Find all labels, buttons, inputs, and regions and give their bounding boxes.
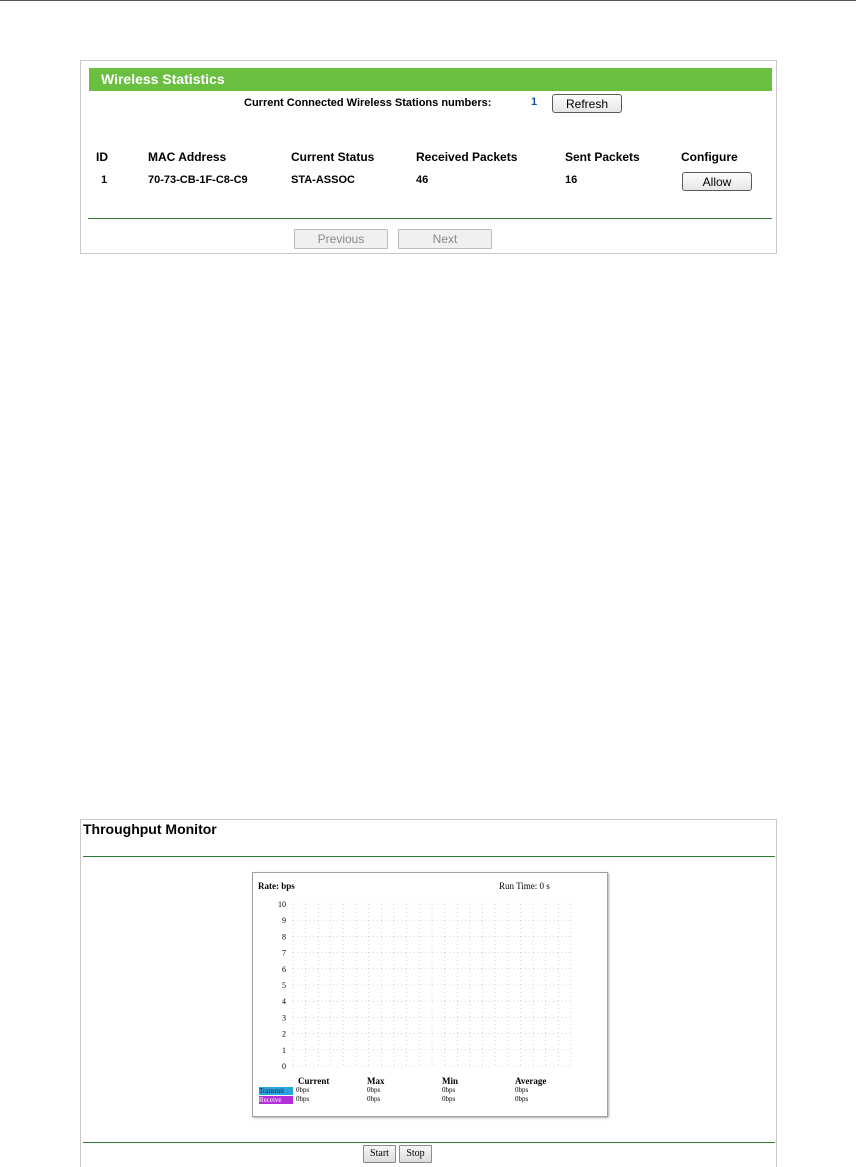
throughput-monitor-panel <box>80 819 777 1167</box>
y-tick-label: 8 <box>282 932 286 942</box>
y-tick-label: 3 <box>282 1013 286 1023</box>
transmit-average: 0bps <box>515 1086 529 1094</box>
station-id: 1 <box>101 174 108 186</box>
throughput-graph <box>252 872 608 1117</box>
column-header-mac-address: MAC Address <box>148 150 227 164</box>
transmit-min: 0bps <box>442 1086 456 1094</box>
wireless-statistics-header <box>89 68 772 91</box>
wireless-statistics-title: Wireless Statistics <box>101 71 225 87</box>
stat-header-average: Average <box>515 1076 547 1086</box>
receive-min: 0bps <box>442 1095 456 1103</box>
stat-header-min: Min <box>442 1076 459 1086</box>
column-header-id: ID <box>96 150 108 164</box>
connected-stations-count: 1 <box>531 96 538 108</box>
station-received-packets: 46 <box>416 174 429 186</box>
station-status: STA-ASSOC <box>291 174 355 186</box>
y-tick-label: 7 <box>282 948 286 958</box>
column-header-current-status: Current Status <box>291 150 375 164</box>
y-tick-label: 6 <box>282 964 286 974</box>
column-header-received-packets: Received Packets <box>416 150 518 164</box>
wireless-statistics-panel <box>80 60 777 254</box>
y-tick-label: 0 <box>282 1062 286 1071</box>
transmit-current: 0bps <box>296 1086 310 1094</box>
receive-current: 0bps <box>296 1095 310 1103</box>
next-button[interactable]: Next <box>398 229 492 249</box>
previous-button[interactable]: Previous <box>294 229 388 249</box>
connected-stations-label: Current Connected Wireless Stations numbers: <box>244 97 492 109</box>
transmit-legend-key: Transmit <box>259 1087 293 1095</box>
stat-header-max: Max <box>367 1076 385 1086</box>
y-tick-label: 9 <box>282 916 286 926</box>
column-header-sent-packets: Sent Packets <box>565 150 640 164</box>
refresh-button[interactable]: Refresh <box>552 94 622 113</box>
run-time-label: Run Time: 0 s <box>499 881 550 891</box>
rate-unit-label: Rate: bps <box>258 881 295 891</box>
section-divider <box>83 1142 775 1143</box>
page-top-rule <box>0 0 856 1</box>
section-divider <box>88 218 772 219</box>
section-divider <box>83 856 775 857</box>
receive-average: 0bps <box>515 1095 529 1103</box>
y-tick-label: 4 <box>282 997 286 1007</box>
y-tick-label: 5 <box>282 981 286 990</box>
stop-button[interactable]: Stop <box>399 1145 432 1163</box>
receive-max: 0bps <box>367 1095 381 1103</box>
y-tick-label: 10 <box>278 900 286 909</box>
stat-header-current: Current <box>298 1076 330 1086</box>
receive-legend-key: Receive <box>259 1096 293 1104</box>
throughput-monitor-title: Throughput Monitor <box>83 821 217 837</box>
allow-button[interactable]: Allow <box>682 172 752 191</box>
transmit-max: 0bps <box>367 1086 381 1094</box>
station-mac-address: 70-73-CB-1F-C8-C9 <box>148 174 248 186</box>
column-header-configure: Configure <box>681 150 738 164</box>
station-sent-packets: 16 <box>565 174 578 186</box>
y-tick-label: 1 <box>282 1045 286 1055</box>
start-button[interactable]: Start <box>363 1145 396 1163</box>
y-tick-label: 2 <box>282 1029 286 1039</box>
